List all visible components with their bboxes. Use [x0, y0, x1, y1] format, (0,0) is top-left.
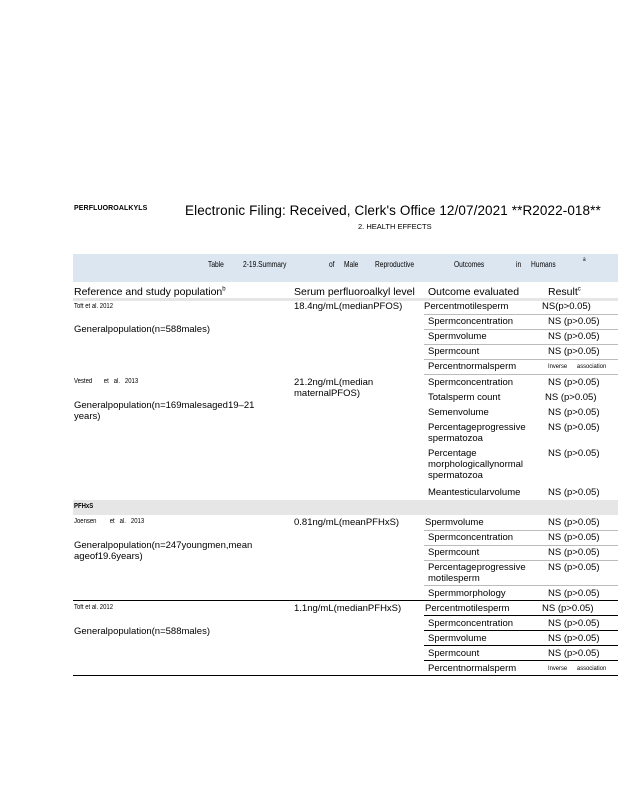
result: NS (p>0.05) [548, 487, 600, 498]
study-reference: Joensen et al. 2013 [74, 518, 145, 525]
result: NS (p>0.05) [548, 517, 600, 528]
outcome: Spermvolume [425, 517, 484, 528]
row-rule [424, 585, 618, 586]
row-rule [424, 359, 618, 360]
result: NS (p>0.05) [545, 392, 597, 403]
result: NS (p>0.05) [548, 532, 600, 543]
col-header-outcome: Outcome evaluated [428, 286, 520, 298]
study-reference: Vested et al. 2013 [74, 378, 139, 385]
outcome: Percentageprogressive spermatozoa [428, 422, 526, 444]
section-title: 2. HEALTH EFFECTS [358, 222, 432, 231]
caption-footnote-marker: a [583, 257, 586, 263]
study-population: Generalpopulation(n=588males) [74, 324, 210, 335]
outcome: Percentageprogressive motilesperm [428, 562, 526, 584]
result: NS (p>0.05) [548, 648, 600, 659]
col-header-result: Result$^c$ [548, 286, 581, 298]
outcome: Spermcount [428, 547, 480, 558]
row-rule [424, 530, 618, 531]
table-bottom-rule [73, 675, 618, 676]
outcome: Spermcount [428, 346, 480, 357]
result: NS (p>0.05) [548, 422, 600, 433]
table-caption [73, 254, 618, 282]
row-rule [424, 314, 618, 315]
result: NS (p>0.05) [548, 346, 600, 357]
outcome: Totalsperm count [428, 392, 501, 403]
section-band [73, 500, 618, 515]
row-rule [424, 560, 618, 561]
outcome: Spermcount [428, 648, 480, 659]
result: NS (p>0.05) [548, 448, 600, 459]
caption-word: Male [344, 259, 359, 269]
caption-word: Humans [531, 259, 556, 269]
caption-word: Table [208, 259, 224, 269]
outcome: Percentmotilesperm [425, 603, 510, 614]
study-reference: Toft et al. 2012 [74, 604, 114, 611]
row-rule [424, 329, 618, 330]
section-label-pfhxs: PFHxS [74, 503, 94, 510]
row-rule [424, 615, 618, 616]
result: Inverse association [548, 665, 607, 672]
study-reference: Toft et al. 2012 [74, 303, 114, 310]
result: NS (p>0.05) [548, 547, 600, 558]
row-rule [424, 630, 618, 631]
caption-word: of [329, 259, 335, 269]
result: NS (p>0.05) [548, 407, 600, 418]
outcome: Percentmotilesperm [424, 301, 509, 312]
row-rule [424, 344, 618, 345]
result: NS (p>0.05) [548, 588, 600, 599]
study-population: Generalpopulation(n=588males) [74, 626, 210, 637]
row-rule [424, 645, 618, 646]
col-header-reference: Reference and study population$^b$ [74, 286, 226, 298]
outcome: Percentnormalsperm [428, 361, 517, 372]
result: NS (p>0.05) [548, 331, 600, 342]
outcome: Semenvolume [428, 407, 489, 418]
study-population: Generalpopulation(n=169malesaged19–21 years) [74, 400, 255, 422]
outcome: Spermconcentration [428, 532, 514, 543]
outcome: Percentnormalsperm [428, 663, 517, 674]
serum-level: 18.4ng/mL(medianPFOS) [294, 301, 403, 312]
caption-word: Outcomes [454, 259, 485, 269]
result: NS (p>0.05) [548, 377, 600, 388]
outcome: Spermconcentration [428, 316, 514, 327]
filing-stamp: Electronic Filing: Received, Clerk's Office 12/07/2021 **R2022-018** [185, 203, 601, 218]
outcome: Meantesticularvolume [428, 487, 521, 498]
row-rule [424, 545, 618, 546]
outcome: Spermvolume [428, 331, 487, 342]
outcome: Percentage morphologicallynormal spermatozoa [428, 448, 524, 481]
outcome: Spermmorphology [428, 588, 506, 599]
outcome: Spermvolume [428, 633, 487, 644]
serum-level: 21.2ng/mL(median maternalPFOS) [294, 377, 374, 399]
caption-word: in [516, 259, 522, 269]
result: NS (p>0.05) [548, 618, 600, 629]
result: Inverse association [548, 363, 607, 370]
row-rule [424, 374, 618, 375]
serum-level: 0.81ng/mL(meanPFHxS) [294, 517, 400, 528]
running-header-left: PERFLUOROALKYLS [74, 205, 148, 212]
study-population: Generalpopulation(n=247youngmen,mean ageof19.6years) [74, 540, 253, 562]
serum-level: 1.1ng/mL(medianPFHxS) [294, 603, 402, 614]
col-header-serum: Serum perfluoroalkyl level [294, 286, 415, 298]
study-divider [73, 600, 618, 601]
result: NS (p>0.05) [548, 316, 600, 327]
result: NS (p>0.05) [548, 633, 600, 644]
result: NS (p>0.05) [548, 562, 600, 573]
outcome: Spermconcentration [428, 377, 514, 388]
caption-word: Reproductive [375, 259, 415, 269]
row-rule [424, 660, 618, 661]
caption-word: 2-19.Summary [243, 259, 287, 269]
outcome: Spermconcentration [428, 618, 514, 629]
result: NS(p>0.05) [542, 301, 591, 312]
result: NS (p>0.05) [542, 603, 594, 614]
